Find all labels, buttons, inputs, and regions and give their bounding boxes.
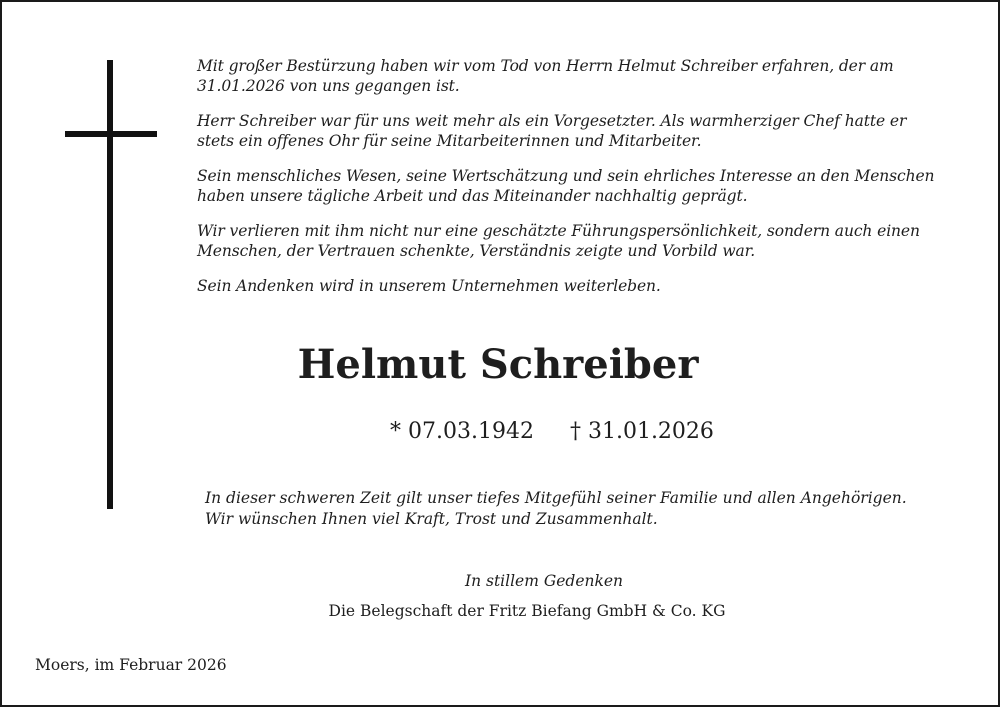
text-line: Menschen, der Vertrauen schenkte, Verständnis zeigte und Vorbild war. bbox=[197, 241, 756, 260]
text-line: stets ein offenes Ohr für seine Mitarbeiterinnen und Mitarbeiter. bbox=[197, 131, 702, 150]
text-line: Herr Schreiber war für uns weit mehr als ein Vorgesetzter. Als warmherziger Chef hatte er bbox=[197, 112, 907, 130]
intro-paragraph bbox=[197, 277, 987, 297]
condolence-line: In dieser schweren Zeit gilt unser tiefes Mitgefühl seiner Familie und allen Angehörigen. bbox=[205, 489, 907, 507]
text-line: Wir verlieren mit ihm nicht nur eine geschätzte Führungspersönlichkeit, sondern auch einen bbox=[197, 222, 920, 240]
intro-paragraph bbox=[197, 57, 987, 96]
deceased-name-block bbox=[2, 335, 998, 395]
closing-block bbox=[2, 566, 1000, 626]
condolence-text bbox=[205, 488, 985, 529]
life-dates bbox=[390, 417, 714, 447]
condolence-line: Wir wünschen Ihnen viel Kraft, Trost und Zusammenhalt. bbox=[205, 509, 658, 528]
intro-paragraph bbox=[197, 112, 987, 151]
intro-text bbox=[197, 57, 987, 313]
place-date: Moers, im Februar 2026 bbox=[35, 656, 227, 674]
birth-date: * 07.03.1942 bbox=[390, 419, 534, 444]
intro-paragraph bbox=[197, 222, 987, 261]
text-line: Mit großer Bestürzung haben wir vom Tod von Herrn Helmut Schreiber erfahren, der am bbox=[197, 57, 894, 75]
death-date: † 31.01.2026 bbox=[569, 419, 714, 444]
text-line: Sein menschliches Wesen, seine Wertschätzung und sein ehrliches Interesse an den Menschen bbox=[197, 167, 935, 185]
intro-paragraph bbox=[197, 167, 987, 206]
cross-vertical-bar bbox=[107, 60, 113, 509]
signature: Die Belegschaft der Fritz Biefang GmbH & Co. KG bbox=[328, 602, 726, 620]
deceased-name: Helmut Schreiber bbox=[297, 341, 699, 388]
text-line: haben unsere tägliche Arbeit und das Miteinander nachhaltig geprägt. bbox=[197, 186, 748, 205]
text-line: 31.01.2026 von uns gegangen ist. bbox=[197, 76, 460, 95]
text-line: Sein Andenken wird in unserem Unternehmen weiterleben. bbox=[197, 277, 661, 295]
cross-horizontal-bar bbox=[65, 131, 157, 137]
closing-greeting: In stillem Gedenken bbox=[464, 572, 624, 590]
